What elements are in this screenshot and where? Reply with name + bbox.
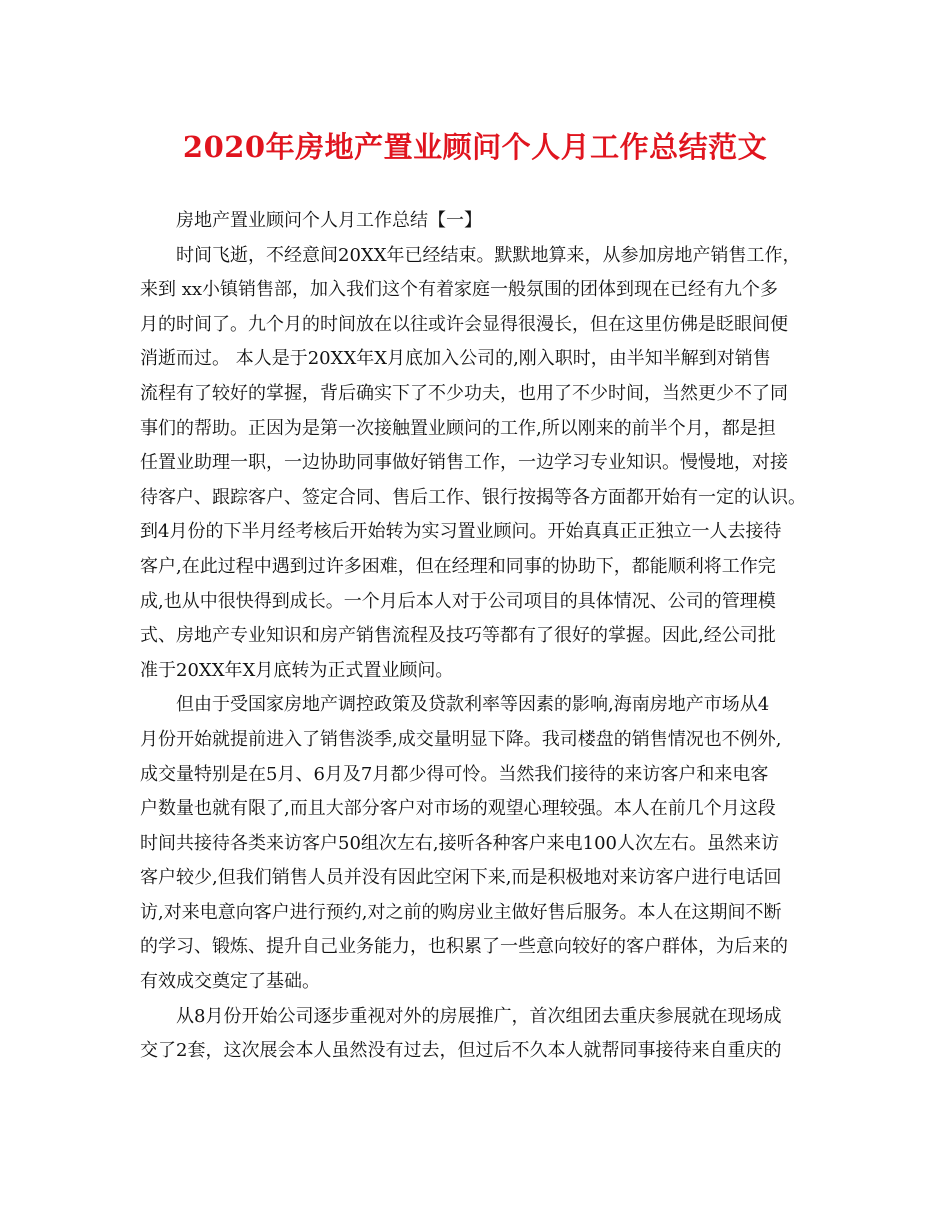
paragraph-first-line: 从8月份开始公司逐步重视对外的房展推广，首次组团去重庆参展就在现场成	[176, 1005, 782, 1027]
paragraph-line: 客户,在此过程中遇到过许多困难，但在经理和同事的协助下，都能顺利将工作完	[140, 555, 776, 577]
paragraph-line: 待客户、跟踪客户、签定合同、售后工作、银行按揭等各方面都开始有一定的认识。	[140, 486, 806, 508]
paragraph-first-line: 但由于受国家房地产调控政策及贷款利率等因素的影响,海南房地产市场从4	[176, 694, 770, 716]
paragraph-line: 事们的帮助。正因为是第一次接触置业顾问的工作,所以刚来的前半个月，都是担	[140, 417, 776, 439]
document-body	[140, 204, 820, 1069]
paragraph-line: 有效成交奠定了基础。	[140, 971, 320, 993]
document-title: 2020年房地产置业顾问个人月工作总结范文	[182, 130, 768, 164]
paragraph-line: 式、房地产专业知识和房产销售流程及技巧等都有了很好的掌握。因此,经公司批	[140, 625, 776, 647]
paragraph-line: 户数量也就有限了,而且大部分客户对市场的观望心理较强。本人在前几个月这段	[140, 798, 776, 820]
paragraph-line: 月份开始就提前进入了销售淡季,成交量明显下降。我司楼盘的销售情况也不例外,	[140, 728, 782, 750]
paragraph-line: 成交量特别是在5月、6月及7月都少得可怜。当然我们接待的来访客户和来电客	[140, 763, 769, 785]
paragraph-line: 交了2套，这次展会本人虽然没有过去，但过后不久本人就帮同事接待来自重庆的	[140, 1040, 782, 1062]
paragraph-line: 流程有了较好的掌握，背后确实下了不少功夫，也用了不少时间，当然更少不了同	[140, 382, 788, 404]
paragraph-first-line: 房地产置业顾问个人月工作总结【一】	[176, 210, 482, 231]
paragraph-line: 访,对来电意向客户进行预约,对之前的购房业主做好售后服务。本人在这期间不断	[140, 901, 782, 923]
paragraph-line: 时间共接待各类来访客户50组次左右,接听各种客户来电100人次左右。虽然来访	[140, 832, 779, 854]
paragraph-line: 消逝而过。 本人是于20XX年X月底加入公司的,刚入职时，由半知半解到对销售	[140, 348, 771, 370]
paragraph-line: 客户较少,但我们销售人员并没有因此空闲下来,而是积极地对来访客户进行电话回	[140, 867, 782, 889]
paragraph-line: 成,也从中很快得到成长。一个月后本人对于公司项目的具体情况、公司的管理模	[140, 590, 776, 612]
paragraph-line: 的学习、锻炼、提升自己业务能力，也积累了一些意向较好的客户群体，为后来的	[140, 936, 788, 958]
paragraph-line: 月的时间了。九个月的时间放在以往或许会显得很漫长，但在这里仿佛是眨眼间便	[140, 313, 788, 335]
paragraph-line: 准于20XX年X月底转为正式置业顾问。	[140, 659, 454, 681]
paragraph-first-line: 时间飞逝，不经意间20XX年已经结束。默默地算来，从参加房地产销售工作，	[176, 244, 801, 266]
paragraph-line: 到4月份的下半月经考核后开始转为实习置业顾问。开始真真正正独立一人去接待	[140, 521, 782, 543]
paragraph-line: 任置业助理一职，一边协助同事做好销售工作，一边学习专业知识。慢慢地，对接	[140, 452, 788, 474]
paragraph-line: 来到 xx小镇销售部，加入我们这个有着家庭一般氛围的团体到现在已经有九个多	[140, 279, 779, 301]
